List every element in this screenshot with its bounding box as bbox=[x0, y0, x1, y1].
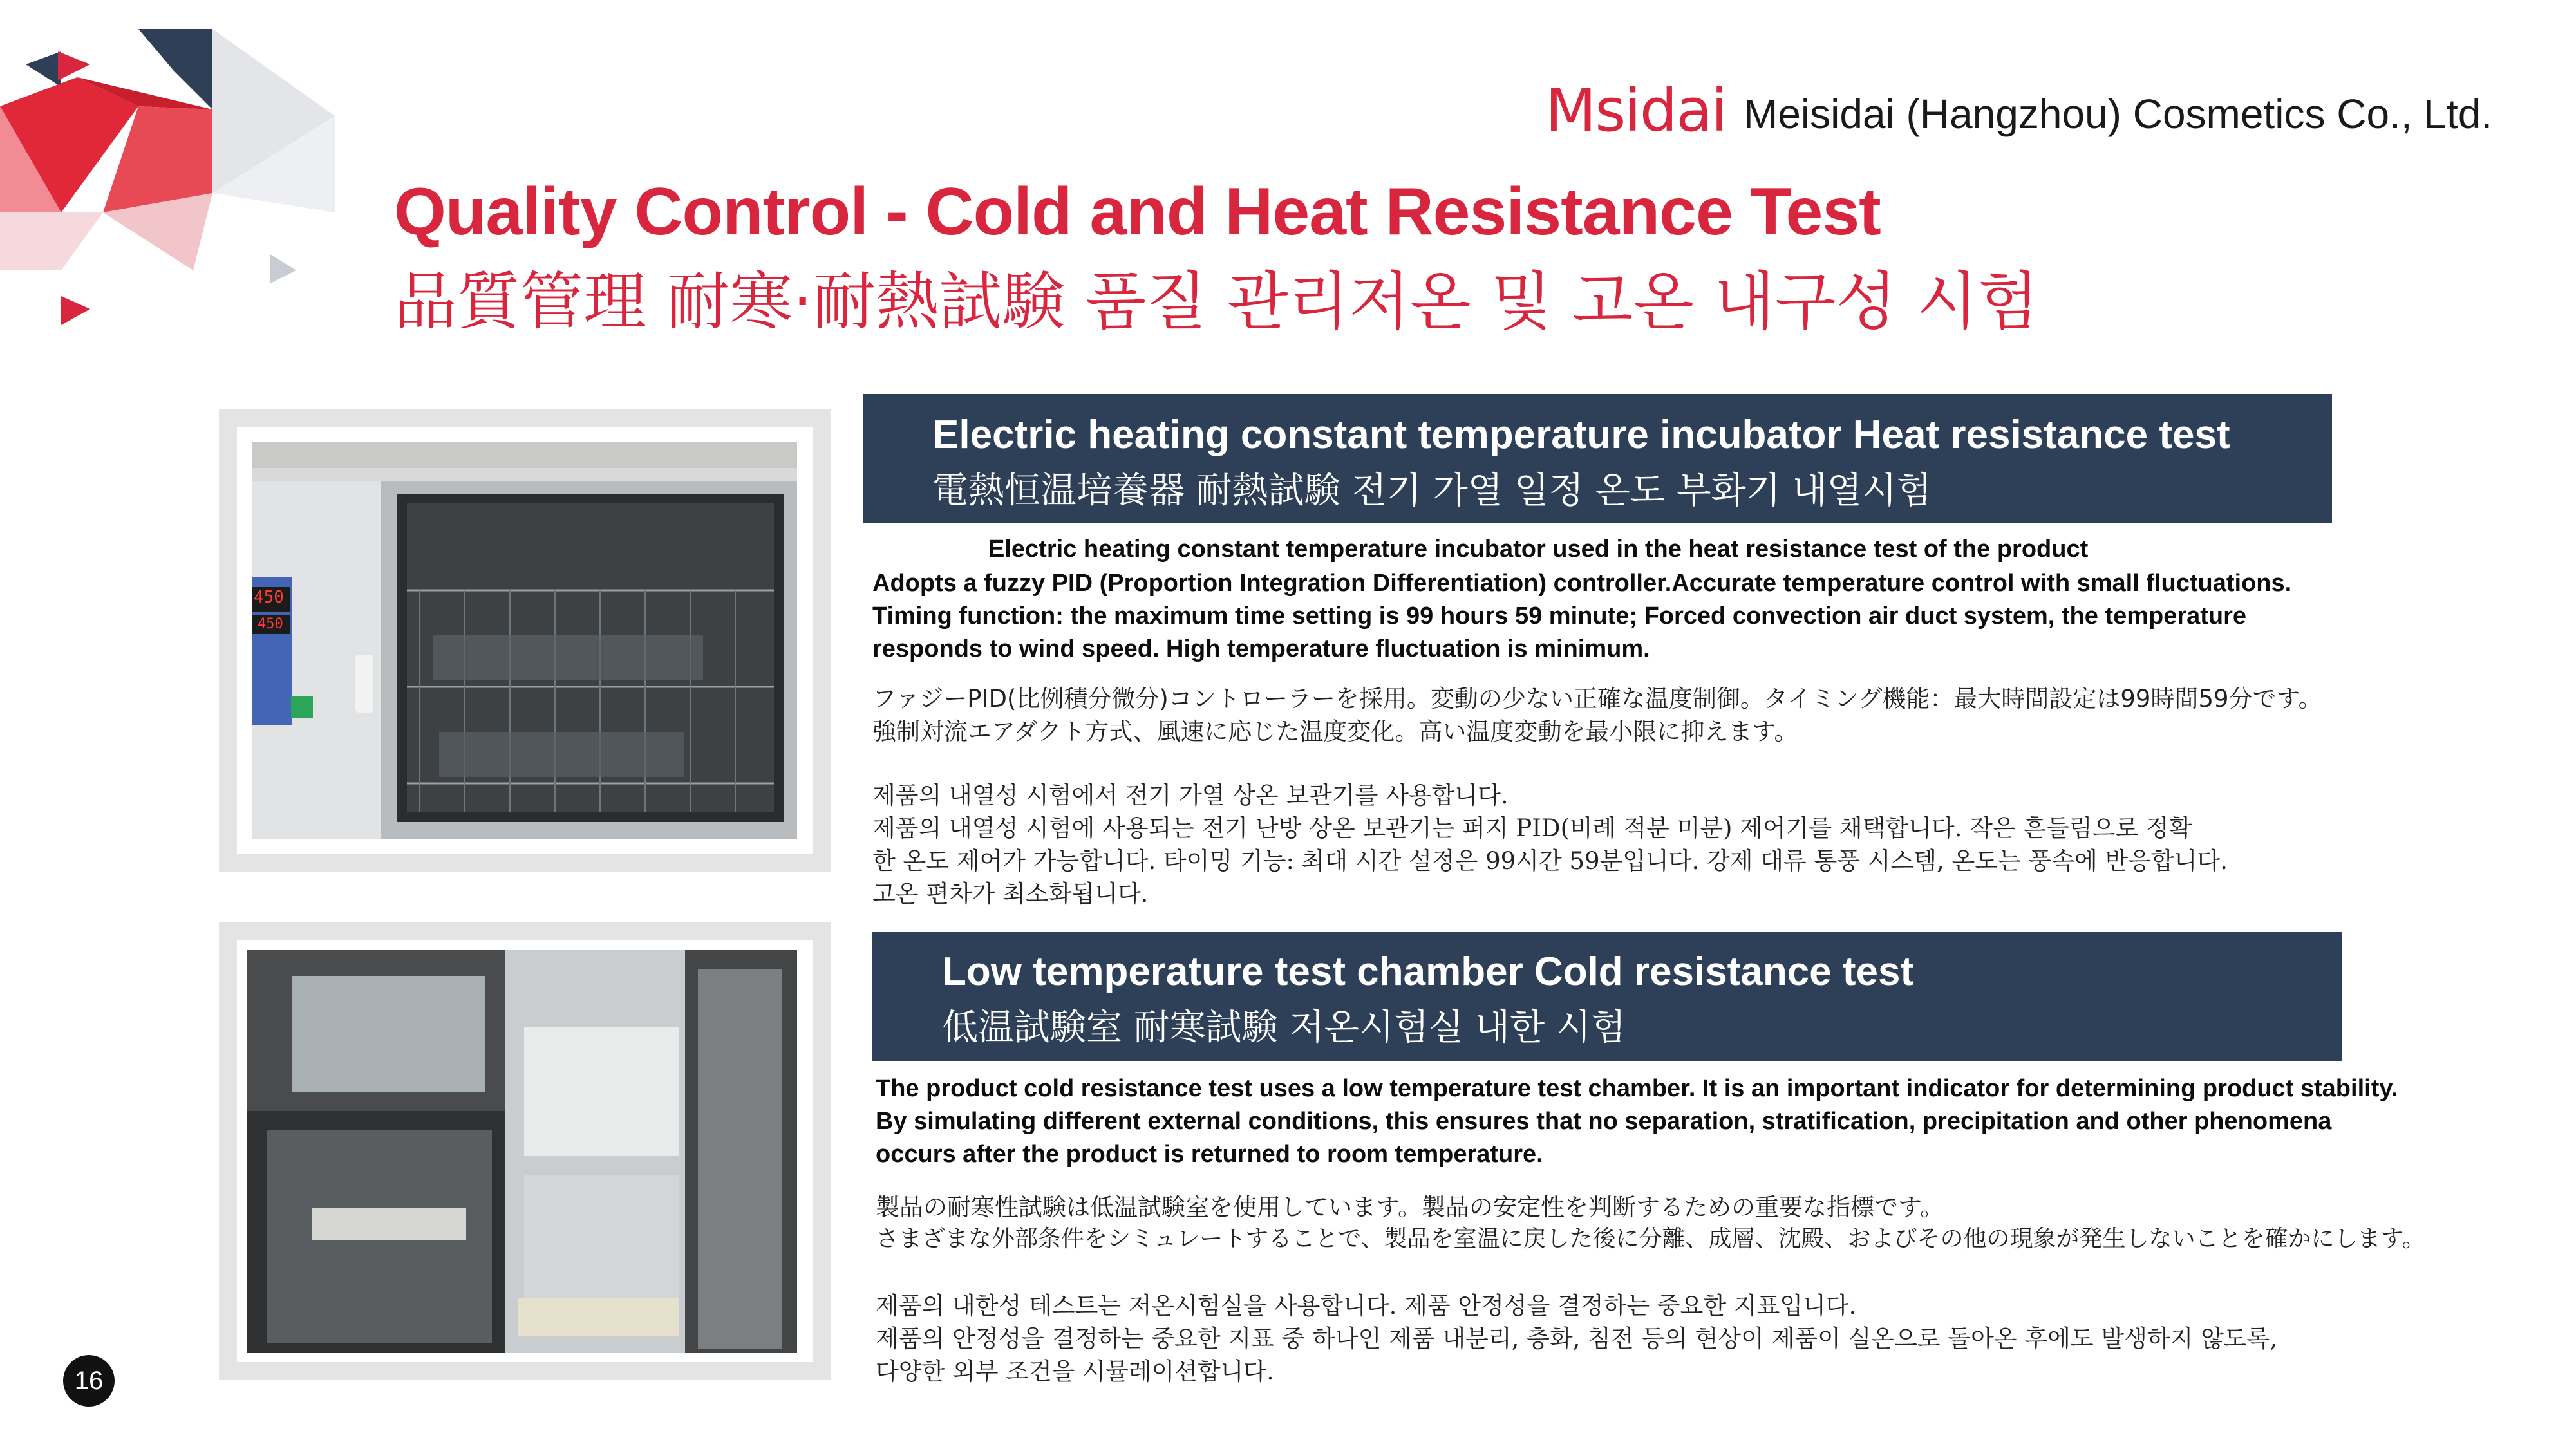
cold-desc-line: The product cold resistance test uses a low temperature test chamber. It is an important indicator for determining product stability. bbox=[876, 1075, 2398, 1102]
heat-desc-line: Timing function: the maximum time setting is 99 hours 59 minute; Forced convection air duct system, the temperature bbox=[872, 603, 2247, 630]
heat-desc-jp-line: 強制対流エアダクト方式、風速に応じた温度変化。高い温度変動を最小限に抑えます。 bbox=[872, 718, 1798, 745]
incubator-photo bbox=[252, 442, 797, 839]
cold-desc-jp-line: 製品の耐寒性試験は低温試験室を使用しています。製品の安定性を判断するための重要な指標です。 bbox=[876, 1193, 1944, 1221]
chamber-photo bbox=[247, 950, 797, 1353]
page-title: Quality Control - Cold and Heat Resistance Test bbox=[394, 174, 1881, 249]
company-name: Meisidai (Hangzhou) Cosmetics Co., Ltd. bbox=[1744, 91, 2493, 137]
section-header-heat bbox=[863, 394, 2332, 523]
incubator-photo-frame bbox=[219, 409, 831, 872]
cold-desc-line: By simulating different external conditions, this ensures that no separation, stratification, precipitation and other phenomena bbox=[876, 1108, 2332, 1135]
chamber-photo-frame bbox=[219, 922, 831, 1380]
temperature-display-top: 450 bbox=[254, 588, 284, 607]
cold-desc-ko-line: 제품의 안정성을 결정하는 중요한 지표 중 하나인 제품 내분리, 층화, 침전 등의 현상이 제품이 실온으로 돌아온 후에도 발생하지 않도록, bbox=[876, 1325, 2278, 1352]
heat-desc-line: Adopts a fuzzy PID (Proportion Integration Differentiation) controller.Accurate temperature control with small fluctuations. bbox=[872, 570, 2292, 597]
heat-desc-line: Electric heating constant temperature incubator used in the heat resistance test of the product bbox=[988, 536, 2089, 563]
company-logo: Msidai bbox=[1545, 76, 1727, 145]
section-header-cold-en: Low temperature test chamber Cold resistance test bbox=[942, 949, 1914, 994]
section-header-cold-multilingual: 低温試験室 耐寒試験 저온시험실 내한 시험 bbox=[942, 1007, 1626, 1049]
heat-desc-line: responds to wind speed. High temperature fluctuation is minimum. bbox=[872, 635, 1650, 662]
heat-desc-ko-line: 제품의 내열성 시험에서 전기 가열 상온 보관기를 사용합니다. bbox=[872, 781, 1509, 809]
temperature-display-bottom: 450 bbox=[258, 616, 283, 632]
cold-desc-ko-line: 다양한 외부 조건을 시뮬레이션합니다. bbox=[876, 1358, 1274, 1385]
cold-desc-line: occurs after the product is returned to room temperature. bbox=[876, 1141, 1543, 1168]
heat-desc-ko-line: 제품의 내열성 시험에 사용되는 전기 난방 상온 보관기는 퍼지 PID(비례 적분 미분) 제어기를 채택합니다. 작은 흔들림으로 정확 bbox=[872, 814, 2192, 842]
cold-desc-jp-line: さまざまな外部条件をシミュレートすることで、製品を室温に戻した後に分離、成層、沈殿、およびその他の現象が発生しないことを確かにします。 bbox=[876, 1226, 2425, 1252]
section-header-heat-multilingual: 電熱恒温培養器 耐熱試験 전기 가열 일정 온도 부화기 내열시험 bbox=[932, 470, 1932, 512]
heat-desc-ko-line: 한 온도 제어가 가능합니다. 타이밍 기능: 최대 시간 설정은 99시간 59분입니다. 강제 대류 통풍 시스템, 온도는 풍속에 반응합니다. bbox=[872, 847, 2228, 875]
heat-desc-jp-line: ファジーPID(比例積分微分)コントローラーを採用。変動の少ない正確な温度制御。タイミング機能：最大時間設定は99時間59分です。 bbox=[872, 685, 2322, 713]
cold-desc-ko-line: 제품의 내한성 테스트는 저온시험실을 사용합니다. 제품 안정성을 결정하는 중요한 지표입니다. bbox=[876, 1292, 1857, 1320]
section-header-heat-en: Electric heating constant temperature incubator Heat resistance test bbox=[932, 413, 2230, 457]
page-title-multilingual: 品質管理 耐寒·耐熱試験 품질 관리저온 및 고온 내구성 시험 bbox=[394, 265, 2039, 339]
section-header-cold bbox=[872, 932, 2342, 1061]
page-number: 16 bbox=[63, 1355, 115, 1407]
decorative-triangles bbox=[0, 0, 361, 335]
heat-desc-ko-line: 고온 편차가 최소화됩니다. bbox=[872, 880, 1149, 908]
